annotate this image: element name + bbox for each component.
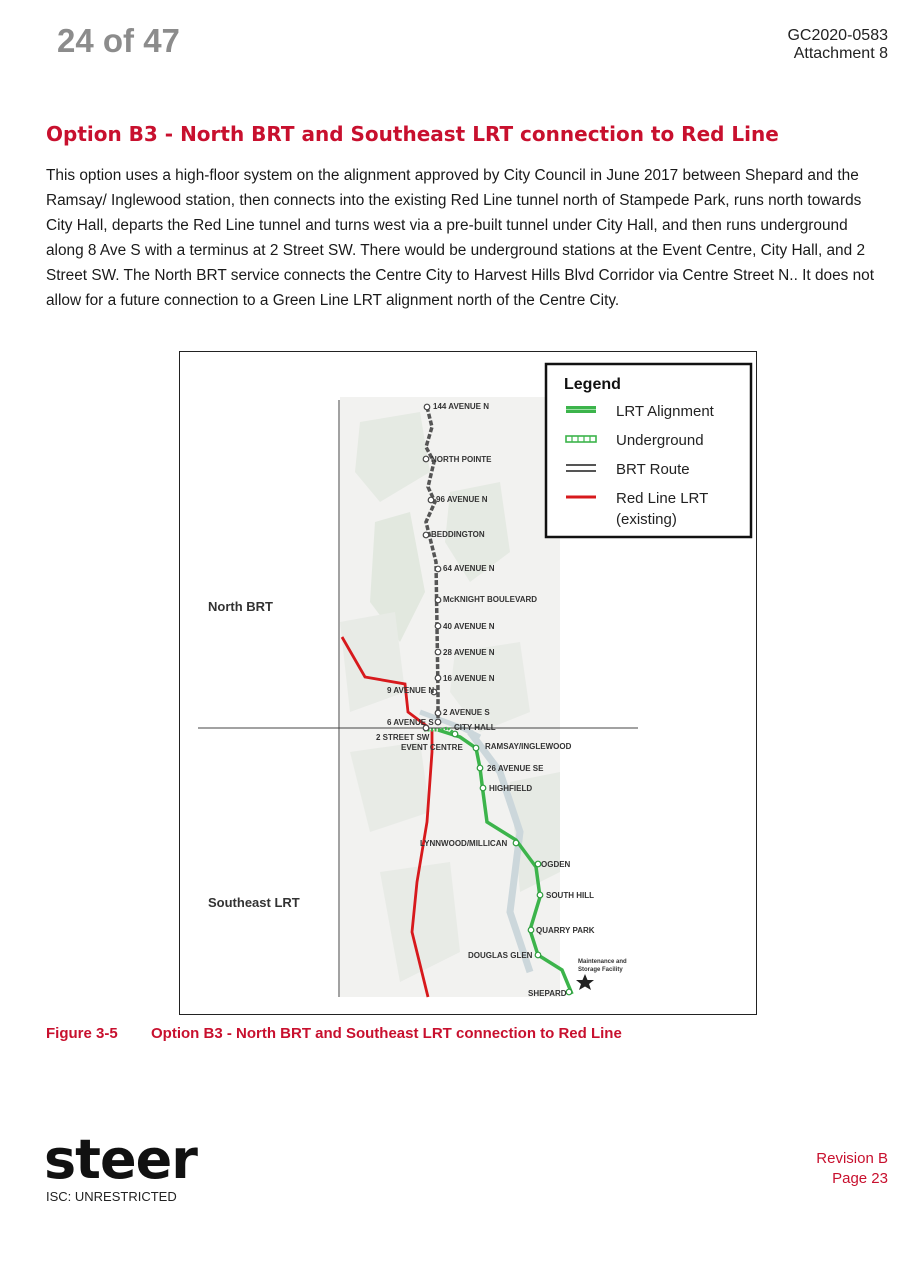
station-label: CITY HALL [454,723,496,732]
station-label: 26 AVENUE SE [487,764,544,773]
figure-title: Option B3 - North BRT and Southeast LRT connection to Red Line [151,1025,622,1042]
route-map-svg [180,352,757,1015]
station-label: BEDDINGTON [431,530,485,539]
station-label: SHEPARD [528,989,567,998]
station-label: SOUTH HILL [546,891,594,900]
route-map [179,351,757,1015]
station-label: RAMSAY/INGLEWOOD [485,742,572,751]
station-label: Storage Facility [578,967,623,973]
station-label: 144 AVENUE N [433,402,490,411]
station-label: 2 AVENUE S [443,708,490,717]
page-counter: 24 of 47 [57,22,180,59]
station-label: 64 AVENUE N [443,564,495,573]
station-label: 2 STREET SW [376,733,430,742]
figure-number: Figure 3-5 [46,1025,118,1042]
station-label: NORTH POINTE [431,455,492,464]
station-label: 28 AVENUE N [443,648,495,657]
region-label-southeast-lrt: Southeast LRT [208,895,300,910]
legend-title: Legend [564,376,621,393]
legend-label: Underground [616,432,704,449]
revision-label: Revision B [816,1150,888,1167]
station-label: 16 AVENUE N [443,674,495,683]
station-label: 96 AVENUE N [436,495,488,504]
station-label: 9 AVENUE N [387,686,435,695]
station-label: McKNIGHT BOULEVARD [443,595,538,604]
map-background [340,397,560,997]
classification-label: ISC: UNRESTRICTED [46,1189,177,1204]
station-label: QUARRY PARK [536,926,595,935]
station-label: Maintenance and [578,959,627,965]
station-label: OGDEN [541,860,571,869]
region-label-north-brt: North BRT [208,599,273,614]
legend-label: LRT Alignment [616,403,714,420]
revision-block [816,1149,888,1189]
map-legend [546,364,751,537]
station-label: 6 AVENUE S [387,718,434,727]
document-reference [787,27,888,63]
legend-label: Red Line LRT [616,490,709,507]
legend-label: BRT Route [616,461,690,478]
maintenance-facility-star-icon [576,974,594,990]
station-label: EVENT CENTRE [401,743,463,752]
steer-logo: steer [44,1128,197,1191]
figure-caption [46,1025,622,1042]
page-number: Page 23 [832,1170,888,1187]
doc-ref-number: GC2020-0583 [787,27,888,44]
station-label: HIGHFIELD [489,784,533,793]
station-label: LYNNWOOD/MILLICAN [420,839,508,848]
doc-ref-attachment: Attachment 8 [793,45,888,62]
legend-label-sub: (existing) [616,511,677,528]
station-label: DOUGLAS GLEN [468,951,533,960]
body-paragraph: This option uses a high-floor system on the alignment approved by City Council in June 2017 between Shepard and the Ramsay/ Inglewood station, then connects into the existing Red Line tunnel north of Stampede Park, runs north towards City Hall, departs the Red Line tunnel and turns west via a pre-built tunnel under City Hall, and then runs underground along 8 Ave S with a terminus at 2 Street SW. There would be underground stations at the Event Centre, City Hall, and 2 Street SW. The North BRT service connects the Centre City to Harvest Hills Blvd Corridor via Centre Street N.. It does not allow for a future connection to a Green Line LRT alignment north of the Centre City. [46,167,874,309]
section-title: Option B3 - North BRT and Southeast LRT connection to Red Line [46,122,779,146]
station-label: 40 AVENUE N [443,622,495,631]
